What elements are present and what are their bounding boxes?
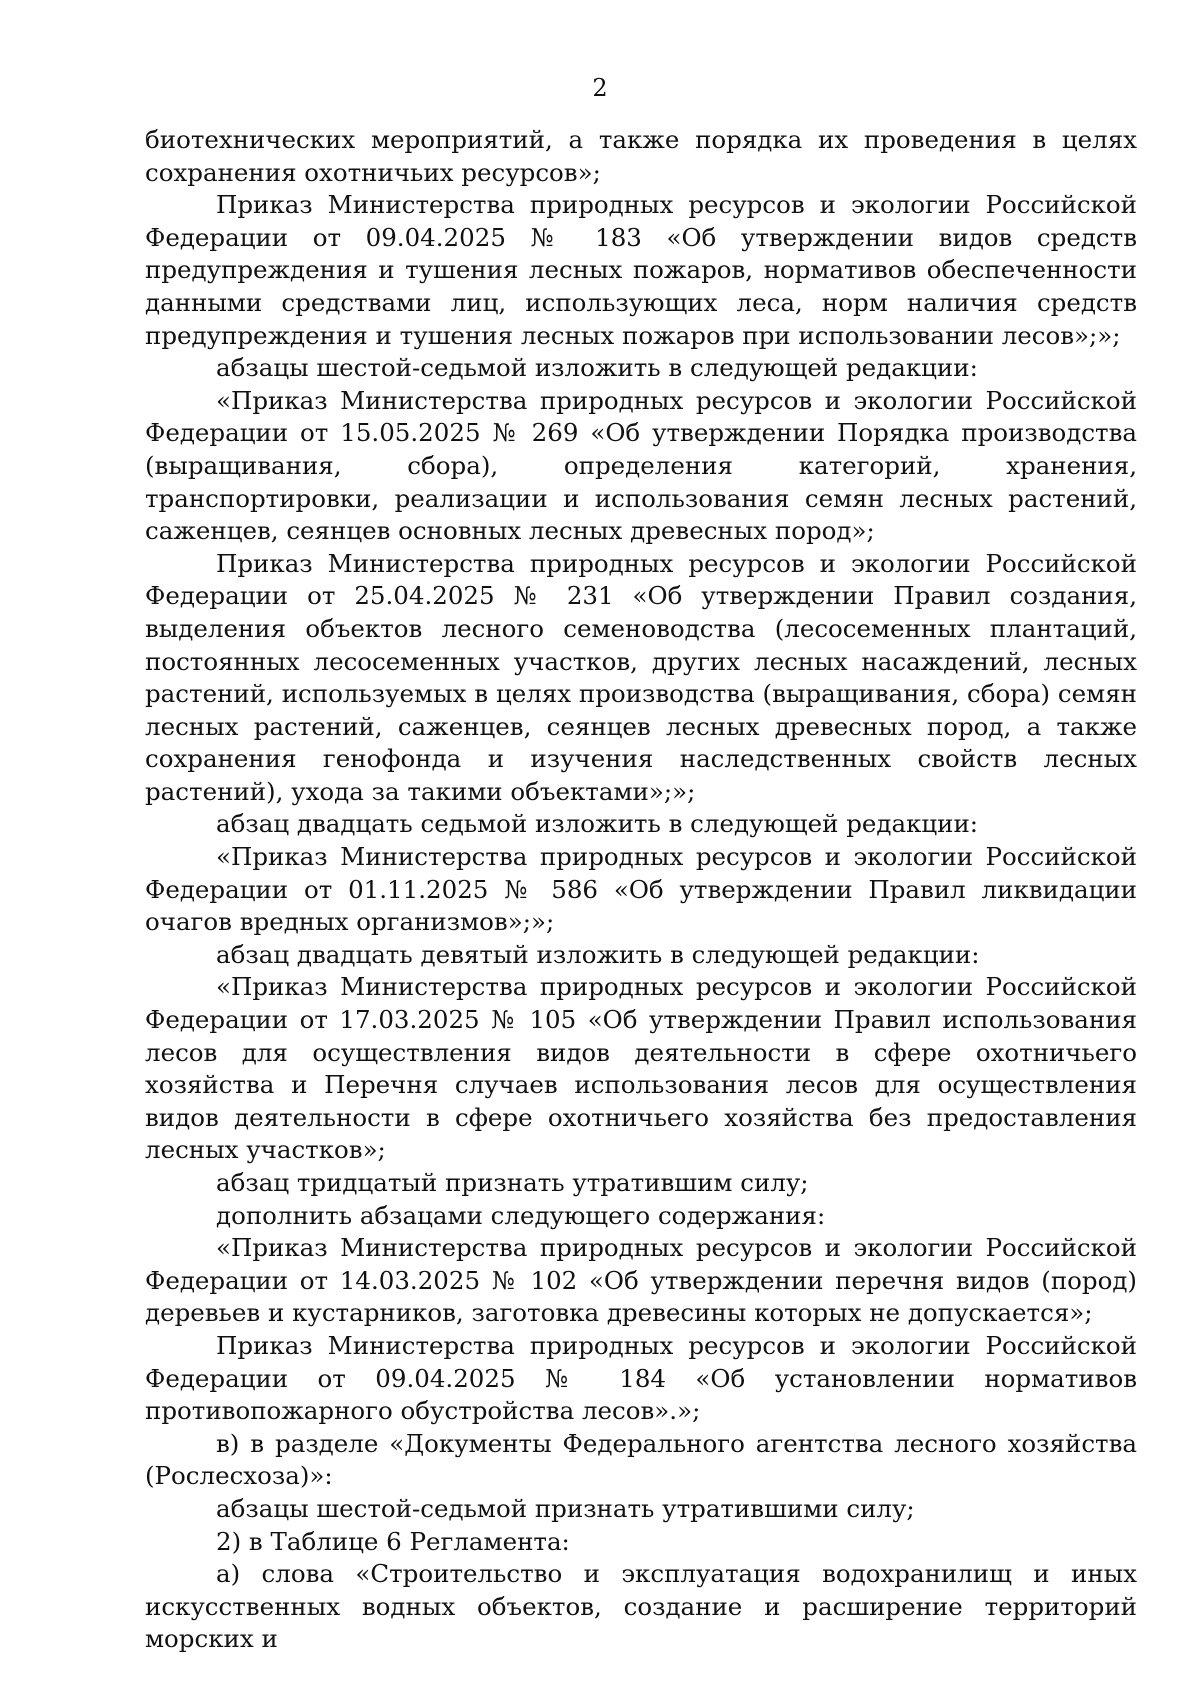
paragraph: а) слова «Строительство и эксплуатация водохранилищ и иных искусственных водных объектов, создание и расширение территорий морских и xyxy=(145,1559,1137,1654)
page-number: 2 xyxy=(592,74,608,102)
paragraph: Приказ Министерства природных ресурсов и экологии Российской Федерации от 09.04.2025 № 183 «Об утверждении видов средств предупреждения и тушения лесных пожаров, нормативов обеспеченности данными средствами лиц, использующих леса, норм наличия средств предупреждения и тушения лесных пожаров при использовании лесов»;»; xyxy=(145,190,1137,350)
paragraph: абзац тридцатый признать утратившим силу; xyxy=(216,1168,809,1197)
paragraph: абзац двадцать девятый изложить в следующей редакции: xyxy=(216,939,980,969)
paragraph: 2) в Таблице 6 Регламента: xyxy=(216,1526,570,1556)
document-body xyxy=(145,124,1137,1656)
paragraph: «Приказ Министерства природных ресурсов и экологии Российской Федерации от 01.11.2025 № 586 «Об утверждении Правил ликвидации очагов вредных организмов»;»; xyxy=(145,842,1137,937)
paragraph: биотехнических мероприятий, а также порядка их проведения в целях сохранения охотничьих ресурсов»; xyxy=(145,125,1137,187)
paragraph: абзацы шестой-седьмой изложить в следующей редакции: xyxy=(216,353,978,383)
paragraph: в) в разделе «Документы Федерального агентства лесного хозяйства (Рослесхоза)»: xyxy=(145,1428,1137,1491)
paragraph: абзацы шестой-седьмой признать утратившими силу; xyxy=(216,1493,915,1523)
paragraph: дополнить абзацами следующего содержания: xyxy=(216,1200,826,1230)
paragraph: «Приказ Министерства природных ресурсов и экологии Российской Федерации от 17.03.2025 № 105 «Об утверждении Правил использования лесов для осуществления видов деятельности в сфере охотничьего хозяйства и Перечня случаев использования лесов для осуществления видов деятельности в сфере охотничьего хозяйства без предоставления лесных участков»; xyxy=(145,972,1137,1165)
paragraph: «Приказ Министерства природных ресурсов и экологии Российской Федерации от 14.03.2025 № 102 «Об утверждении перечня видов (пород) деревьев и кустарников, заготовка древесины которых не допускается»; xyxy=(145,1233,1137,1328)
paragraph: «Приказ Министерства природных ресурсов и экологии Российской Федерации от 15.05.2025 № 269 «Об утверждении Порядка производства (выращивания, сбора), определения категорий, хранения, транспортировки, реализации и использования семян лесных растений, саженцев, сеянцев основных лесных древесных пород»; xyxy=(145,385,1137,546)
paragraph: абзац двадцать седьмой изложить в следующей редакции: xyxy=(216,809,979,839)
paragraph: Приказ Министерства природных ресурсов и экологии Российской Федерации от 09.04.2025 № 184 «Об установлении нормативов противопожарного обустройства лесов».»; xyxy=(145,1330,1137,1426)
paragraph: Приказ Министерства природных ресурсов и экологии Российской Федерации от 25.04.2025 № 231 «Об утверждении Правил создания, выделения объектов лесного семеноводства (лесосеменных плантаций, постоянных лесосеменных участков, других лесных насаждений, лесных растений, используемых в целях производства (выращивания, сбора) семян лесных растений, саженцев, сеянцев лесных древесных пород, а также сохранения генофонда и изучения наследственных свойств лесных растений), ухода за такими объектами»;»; xyxy=(145,548,1137,806)
